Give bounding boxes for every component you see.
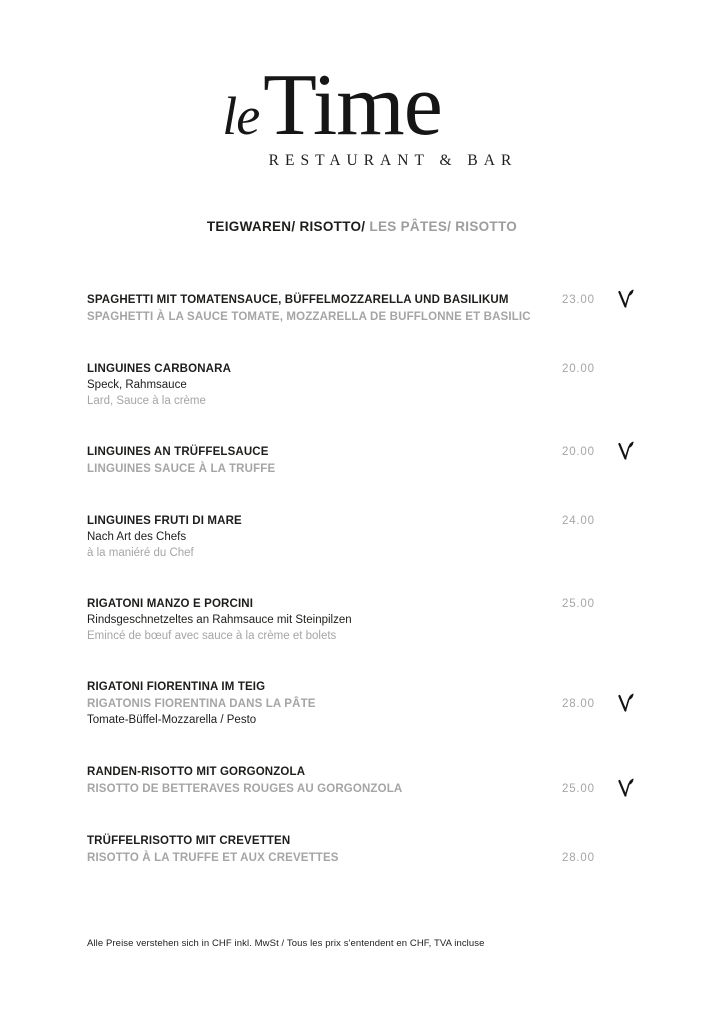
menu-line (87, 292, 647, 309)
dish-name-french: SPAGHETTI À LA SAUCE TOMATE, MOZZARELLA DE BUFFLONNE ET BASILIC (87, 311, 531, 323)
menu-line (87, 781, 647, 798)
dish-price: 28.00 (562, 698, 595, 710)
vegetarian-icon (616, 692, 635, 713)
section-title-french: LES PÂTES/ RISOTTO (365, 219, 518, 234)
menu-line (87, 444, 647, 461)
menu-line (87, 613, 647, 629)
dish-description-german: Nach Art des Chefs (87, 531, 187, 543)
dish-description-german: Speck, Rahmsauce (87, 379, 187, 391)
dish-name-german: RIGATONI FIORENTINA IM TEIG (87, 681, 266, 693)
dish-price: 23.00 (562, 294, 595, 306)
menu-line (87, 513, 647, 530)
logo-name: Time (263, 57, 442, 154)
dish-description-french: à la maniéré du Chef (87, 546, 194, 559)
menu-line (87, 546, 647, 562)
dish-description-french: Emincé de bœuf avec sauce à la crème et bolets (87, 629, 337, 642)
dish-price: 24.00 (562, 515, 595, 527)
menu-line (87, 713, 647, 729)
menu-line (87, 629, 647, 645)
menu-line (87, 764, 647, 781)
menu-item (87, 361, 647, 409)
price-note: Alle Preise verstehen sich in CHF inkl. MwSt / Tous les prix s'entendent en CHF, TVA incluse (87, 938, 485, 949)
logo-wordmark (0, 57, 724, 154)
menu-line (87, 378, 647, 394)
menu-line (87, 394, 647, 410)
menu-item (87, 513, 647, 561)
menu-item (87, 596, 647, 644)
menu-line (87, 309, 647, 326)
dish-name-french: RISOTTO DE BETTERAVES ROUGES AU GORGONZOLA (87, 782, 403, 795)
menu-line (87, 361, 647, 378)
logo-subtitle: RESTAURANT & BAR (268, 152, 518, 169)
dish-price: 25.00 (562, 782, 595, 795)
menu-items (87, 292, 647, 867)
dish-name-german: LINGUINES CARBONARA (87, 363, 232, 375)
dish-name-french: LINGUINES SAUCE À LA TRUFFE (87, 463, 276, 475)
menu-item (87, 679, 647, 729)
dish-name-french: RIGATONIS FIORENTINA DANS LA PÂTE (87, 698, 316, 710)
dish-description-german: Tomate-Büffel-Mozzarella / Pesto (87, 714, 257, 726)
dish-price: 20.00 (562, 446, 595, 458)
dish-name-german: RIGATONI MANZO E PORCINI (87, 598, 254, 610)
menu-line (87, 833, 647, 850)
menu-item (87, 444, 647, 478)
section-title (0, 219, 724, 234)
dish-price: 28.00 (562, 851, 595, 864)
menu-line (87, 530, 647, 546)
menu-item (87, 833, 647, 867)
section-title-german: TEIGWAREN/ RISOTTO/ (206, 219, 366, 234)
dish-name-french: RISOTTO À LA TRUFFE ET AUX CREVETTES (87, 851, 339, 864)
dish-name-german: LINGUINES FRUTI DI MARE (87, 515, 242, 527)
menu-line (87, 596, 647, 613)
menu-item (87, 292, 647, 326)
menu-line (87, 679, 647, 696)
dish-name-german: TRÜFFELRISOTTO MIT CREVETTEN (87, 834, 291, 847)
vegetarian-icon (616, 440, 635, 461)
dish-description-german: Rindsgeschnetzeltes an Rahmsauce mit Steinpilzen (87, 614, 352, 626)
menu-line (87, 696, 647, 713)
vegetarian-icon (616, 777, 635, 798)
menu-line (87, 850, 647, 867)
dish-name-german: RANDEN-RISOTTO MIT GORGONZOLA (87, 765, 306, 778)
dish-name-german: SPAGHETTI MIT TOMATENSAUCE, BÜFFELMOZZARELLA UND BASILIKUM (87, 294, 509, 306)
dish-description-french: Lard, Sauce à la crème (87, 394, 206, 407)
logo-prefix: le (222, 86, 260, 146)
menu-line (87, 461, 647, 478)
dish-price: 20.00 (562, 363, 595, 375)
vegetarian-icon (616, 288, 635, 309)
dish-price: 25.00 (562, 598, 595, 610)
menu-item (87, 764, 647, 798)
dish-name-german: LINGUINES AN TRÜFFELSAUCE (87, 446, 269, 458)
